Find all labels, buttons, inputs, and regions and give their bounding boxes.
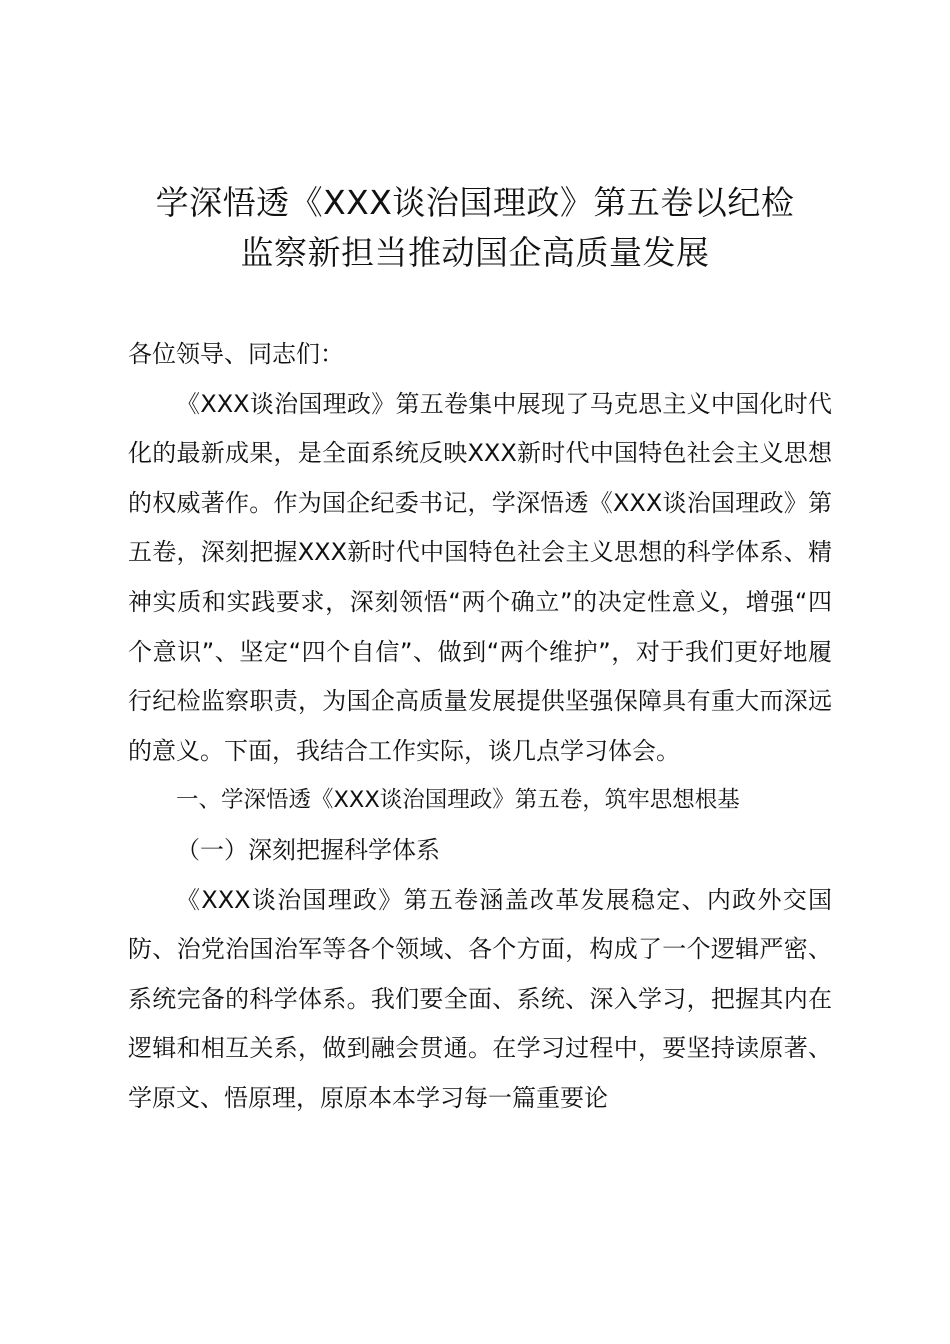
- title-line-2: 监察新担当推动国企高质量发展: [240, 233, 710, 272]
- subsection-heading-1: （一）深刻把握科学体系: [176, 835, 440, 864]
- section-heading-1: 一、学深悟透《XXX谈治国理政》第五卷，筑牢思想根基: [176, 787, 740, 814]
- title-line-1: 学深悟透《XXX谈治国理政》第五卷以纪检: [155, 183, 795, 222]
- paragraph-body: 《XXX谈治国理政》第五卷涵盖改革发展稳定、内政外交国防、治党治国治军等各个领域、各个方面，构成了一个逻辑严密、系统完备的科学体系。我们要全面、系统、深入学习，把握其内在逻辑和相互关系，做到融会贯通。在学习过程中，要坚持读原著、学原文、悟原理，原原本本学习每一篇重要论: [128, 885, 832, 1112]
- document-body: [128, 330, 832, 1124]
- salutation: 各位领导、同志们：: [128, 340, 344, 368]
- paragraph-intro: 《XXX谈治国理政》第五卷集中展现了马克思主义中国化时代化的最新成果，是全面系统反映XXX新时代中国特色社会主义思想的权威著作。作为国企纪委书记，学深悟透《XXX谈治国理政》第五卷，深刻把握XXX新时代中国特色社会主义思想的科学体系、精神实质和实践要求，深刻领悟“两个确立”的决定性意义，增强“四个意识”、坚定“四个自信”、做到“两个维护”，对于我们更好地履行纪检监察职责，为国企高质量发展提供坚强保障具有重大而深远的意义。下面，我结合工作实际，谈几点学习体会。: [128, 389, 832, 765]
- document-title: [120, 178, 830, 278]
